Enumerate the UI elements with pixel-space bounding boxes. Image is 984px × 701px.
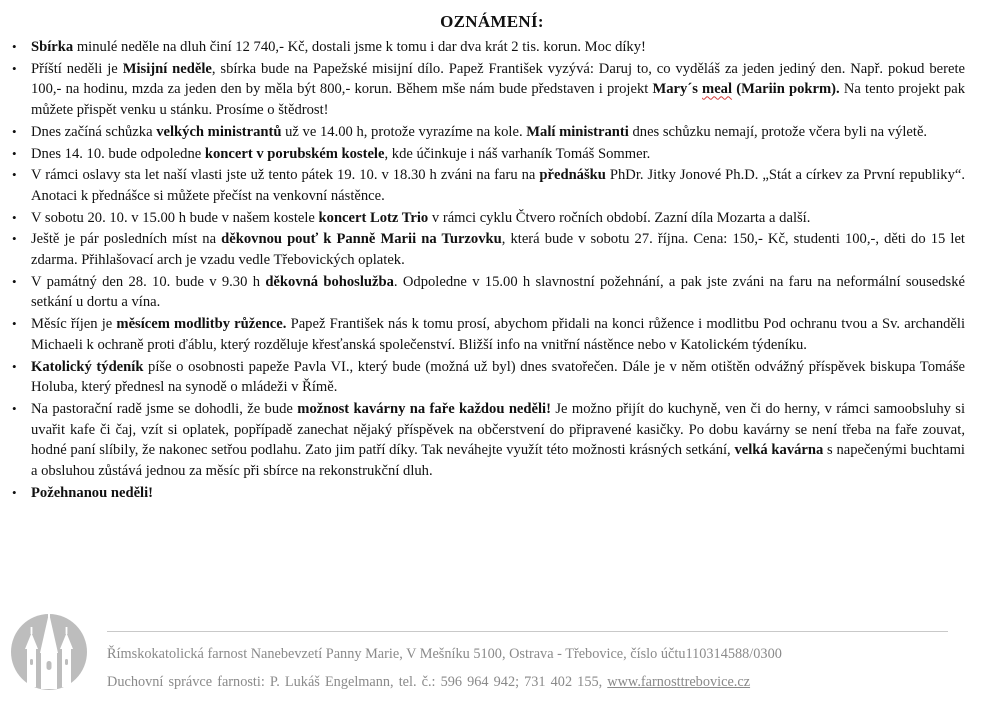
announcement-item — [10, 314, 965, 355]
announcement-text: Ještě je pár posledních míst na — [31, 231, 222, 248]
announcement-bold-text: Sbírka — [31, 39, 74, 55]
bullet-icon: • — [12, 123, 17, 139]
page-title: OZNÁMENÍ: — [440, 12, 544, 31]
announcement-item — [10, 144, 965, 165]
announcement-item — [10, 122, 965, 143]
announcement-text: Je možno přijít do kuchyně, ven či do herny, v rámci samoobsluhy si uvařit kafe či čaj, vzít si oplatek, popřípadě zanechat nějaký příspěvek na občerstvení do připravené kasičky. Po dobu kavárny se není třeba na faře zouvat, hodné paní slíbily, že nakonec setřou podlahu. Zato jim patří díky. Tak neváhejte využít této možnosti krásných setkání, — [31, 400, 966, 459]
announcement-bold-text: děkovnou pouť k Panně Marii na Turzovku — [221, 231, 502, 248]
bullet-icon: • — [12, 316, 17, 332]
announcement-text: V památný den 28. 10. bude v 9.30 h — [31, 273, 266, 290]
announcement-item — [10, 483, 965, 504]
announcement-item — [10, 208, 965, 229]
announcement-item — [10, 59, 965, 121]
announcement-bold-text: koncert v porubském kostele — [204, 145, 385, 162]
announcement-text: . Odpoledne v 15.00 h slavnostní požehnání, a pak jste zváni na faru na neformální sousedské setkání u dortu a vína. — [31, 273, 966, 311]
announcement-text: Příští neděli je — [31, 60, 123, 77]
announcement-text: , která bude v sobotu 27. října. Cena: 150,- Kč, studenti 100,-, děti do 15 let zdarma. Přihlašovací arch je vzadu vedle Třebovických oplatek. — [31, 231, 965, 269]
announcement-item — [10, 357, 965, 398]
church-logo-icon — [10, 609, 88, 695]
announcement-text: V sobotu 20. 10. v 15.00 h bude v našem kostele — [31, 209, 319, 226]
bullet-icon: • — [12, 231, 17, 247]
announcement-text: minulé neděle na dluh činí 12 740,- Kč, dostali jsme k tomu i dar dva krát 2 tis. korun. Moc díky! — [73, 39, 646, 55]
announcement-bold-text: (Mariin pokrm). — [732, 81, 840, 98]
bullet-icon: • — [12, 400, 17, 416]
announcement-text: Dnes 14. 10. bude odpoledne — [31, 145, 205, 162]
announcement-bold-text: Mary´s — [652, 81, 698, 98]
announcement-item — [10, 272, 965, 313]
footer-divider — [107, 631, 948, 632]
announcement-text: píše o osobnosti papeže Pavla VI., který bude (možná už byl) dnes svatořečen. Dále je v něm otištěn odvážný příspěvek biskupa Tomáše Holuba, který přednesl na synodě o mládeži v Římě. — [31, 358, 965, 396]
announcement-text: Papež František nás k tomu prosí, abychom přidali na konci růžence i modlitbu Pod ochranu tvou a Sv. archanděli Michaeli k ochraně proti ďáblu, který rozděluje křesťanská společenství. Bližší info na vnitřní nástěnce nebo v Katolickém týdeníku. — [31, 316, 965, 353]
announcement-text: , kde účinkuje i náš varhaník Tomáš Sommer. — [384, 145, 651, 162]
footer-contact-info — [107, 673, 947, 691]
announcement-bold-text: možnost kavárny na faře každou neděli! — [297, 400, 551, 417]
bullet-icon: • — [12, 273, 17, 289]
announcement-bold-text: Katolický týdeník — [31, 358, 144, 375]
announcement-text: , sbírka bude na Papežské misijní dílo. Papež František vyzývá: Daruj to, co vyděláš za jeden jediný den. Např. pokud berete 100,- na hodinu, mzda za jeden den by měla být 800,- korun. Během mše nám bude představen i projekt — [31, 60, 965, 98]
announcement-bold-text: děkovná bohoslužba — [265, 273, 394, 290]
bullet-icon: • — [12, 209, 17, 225]
announcement-text: Na pastorační radě jsme se dohodli, že bude — [31, 400, 298, 417]
bullet-icon: • — [12, 60, 17, 76]
announcement-item — [10, 165, 965, 206]
announcement-text: V rámci oslavy sta let naší vlasti jste už tento pátek 19. 10. v 18.30 h zváni na faru na — [31, 167, 540, 184]
announcement-bold-text: velkých ministrantů — [156, 123, 282, 140]
bullet-icon: • — [12, 484, 17, 500]
footer-contact-text: Duchovní správce farnosti: P. Lukáš Engelmann, tel. č.: 596 964 942; 731 402 155, — [107, 674, 608, 690]
announcement-text: Na tento projekt pak můžete přispět venku u stánku. Prosíme o štědrost! — [31, 81, 965, 119]
announcement-list — [10, 37, 965, 504]
announcement-bold-text: koncert Lotz Trio — [318, 209, 429, 226]
announcement-bold-text: meal — [702, 81, 733, 98]
bullet-icon: • — [12, 39, 17, 54]
footer-parish-info: Římskokatolická farnost Nanebevzetí Panny Marie, V Mešníku 5100, Ostrava - Třebovice, číslo účtu110314588/0300 — [107, 646, 782, 662]
bullet-icon: • — [12, 145, 17, 161]
announcement-text: dnes schůzku nemají, protože včera byli na výletě. — [628, 123, 928, 140]
announcement-text: v rámci cyklu Čtvero ročních období. Zazní díla Mozarta a další. — [428, 209, 811, 226]
announcement-text: Měsíc říjen je — [31, 316, 117, 333]
announcement-bold-text: Misijní neděle — [122, 60, 212, 77]
announcement-bold-text: Požehnanou neděli! — [31, 484, 154, 501]
announcement-text: s napečenými buchtami a obsluhou zůstává jednou za měsíc při sbírce na rekonstrukční dluh. — [31, 442, 965, 480]
website-link[interactable]: www.farnosttrebovice.cz — [607, 674, 751, 690]
announcement-bold-text: přednášku — [539, 167, 606, 184]
announcement-item — [10, 229, 965, 270]
bullet-icon: • — [12, 358, 17, 374]
announcement-bold-text: velká kavárna — [734, 442, 824, 459]
announcement-item — [10, 399, 965, 482]
announcement-text: už ve 14.00 h, protože vyrazíme na kole. — [281, 123, 527, 140]
announcement-text: PhDr. Jitky Jonové Ph.D. „Stát a církev za První republiky“. Anotaci k přednášce si můžete přečíst na venkovní nástěnce. — [31, 167, 966, 204]
announcement-item — [10, 37, 965, 58]
announcement-text: Dnes začíná schůzka — [31, 123, 157, 140]
announcement-bold-text: Malí ministranti — [526, 123, 629, 140]
announcement-bold-text: měsícem modlitby růžence. — [116, 316, 287, 333]
bullet-icon: • — [12, 167, 17, 183]
